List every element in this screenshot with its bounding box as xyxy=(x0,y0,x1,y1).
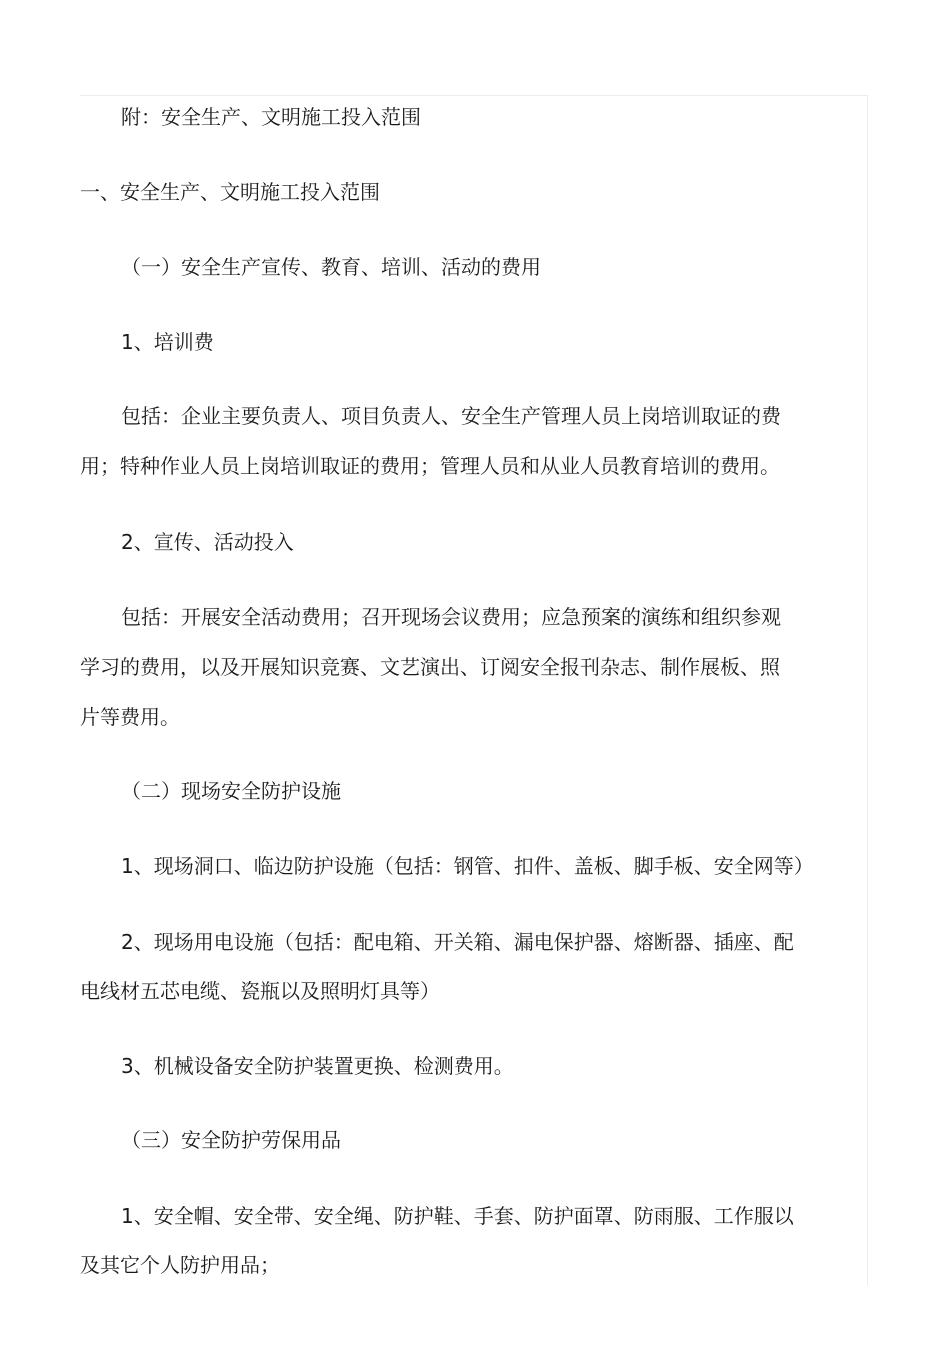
item-edge-protection: 1、现场洞口、临边防护设施（包括：钢管、扣件、盖板、脚手板、安全网等） xyxy=(121,854,814,878)
training-fee-desc-line-1: 包括：企业主要负责人、项目负责人、安全生产管理人员上岗培训取证的费 xyxy=(121,404,781,428)
appendix-title: 附：安全生产、文明施工投入范围 xyxy=(121,105,421,129)
publicity-desc-line-1: 包括：开展安全活动费用；召开现场会议费用；应急预案的演练和组织参观 xyxy=(121,605,781,629)
item-mechanical-protection: 3、机械设备安全防护装置更换、检测费用。 xyxy=(121,1054,514,1078)
item-publicity: 2、宣传、活动投入 xyxy=(121,530,294,554)
subsection-heading-2: （二）现场安全防护设施 xyxy=(121,779,341,803)
electrical-facilities-line-2: 电线材五芯电缆、瓷瓶以及照明灯具等） xyxy=(80,979,440,1003)
electrical-facilities-line-1: 2、现场用电设施（包括：配电箱、开关箱、漏电保护器、熔断器、插座、配 xyxy=(121,930,794,954)
section-heading-1: 一、安全生产、文明施工投入范围 xyxy=(80,180,380,204)
subsection-heading-3: （三）安全防护劳保用品 xyxy=(121,1128,341,1152)
publicity-desc-line-2: 学习的费用，以及开展知识竞赛、文艺演出、订阅安全报刊杂志、制作展板、照 xyxy=(80,655,780,679)
publicity-desc-line-3: 片等费用。 xyxy=(80,705,180,729)
ppe-line-1: 1、安全帽、安全带、安全绳、防护鞋、手套、防护面罩、防雨服、工作服以 xyxy=(121,1204,794,1228)
subsection-heading-1: （一）安全生产宣传、教育、培训、活动的费用 xyxy=(121,255,541,279)
item-training-fee: 1、培训费 xyxy=(121,330,214,354)
ppe-line-2: 及其它个人防护用品； xyxy=(80,1253,280,1277)
training-fee-desc-line-2: 用；特种作业人员上岗培训取证的费用；管理人员和从业人员教育培训的费用。 xyxy=(80,454,780,478)
